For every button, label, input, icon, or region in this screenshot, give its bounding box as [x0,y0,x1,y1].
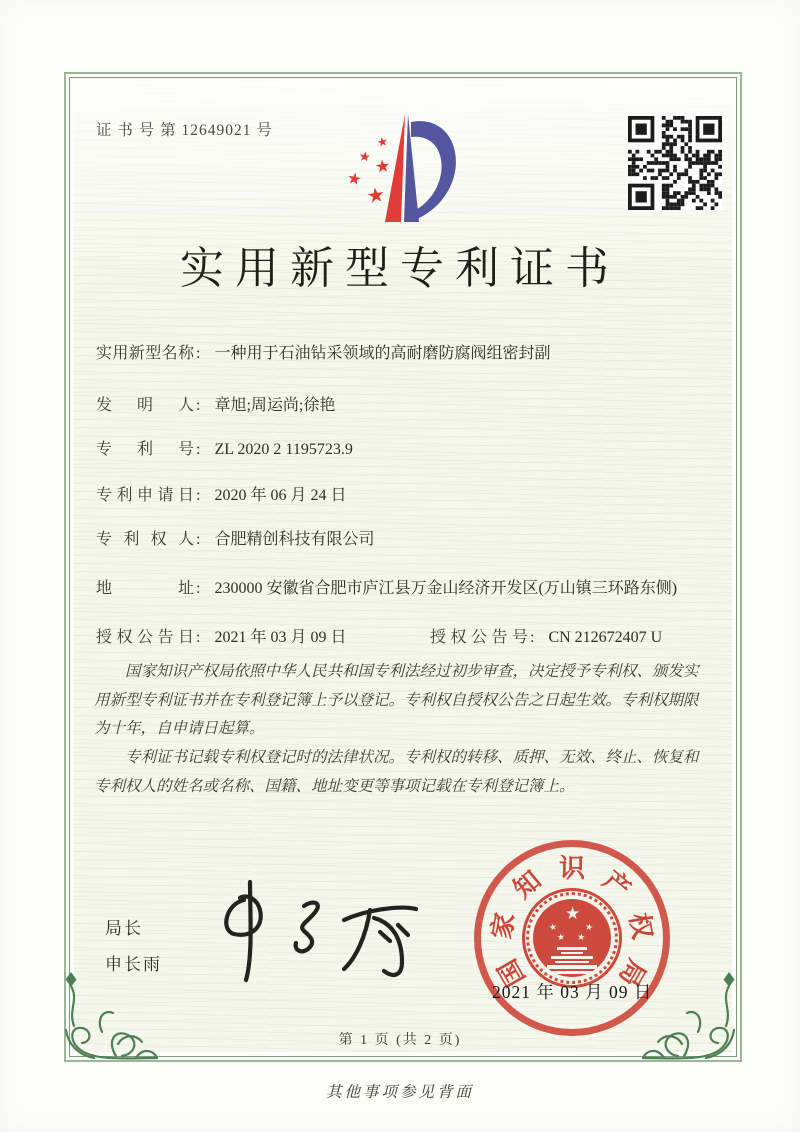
field-row-address [96,577,692,601]
grant-number-pair [430,626,662,650]
logo-star-icon: ★ [345,169,363,190]
grant-date-value: 2021 年 03 月 09 日 [214,629,347,646]
field-row-patentee [96,528,374,552]
field-row-inventors [96,394,335,418]
logo-star-icon: ★ [375,134,390,150]
qr-code [628,116,722,210]
seal-character: 国 [492,954,531,992]
emblem-star-icon: ★ [547,921,559,933]
director-title: 局长 [105,919,143,938]
logo-star-icon: ★ [358,148,372,165]
logo-star-icon: ★ [365,183,387,209]
field-value: 一种用于石油钻采领域的高耐磨防腐阀组密封副 [214,345,551,362]
certificate-title: 实用新型专利证书 [180,244,620,293]
seal-character: 局 [613,954,652,992]
grant-number-value: CN 212672407 U [548,629,663,646]
emblem-star-icon: ★ [556,931,566,943]
field-label: 地址 [96,580,194,597]
tiananmen-silhouette [533,945,611,975]
field-colon: : [196,531,201,548]
emblem-core [533,899,611,977]
director-name: 申长雨 [105,955,162,974]
field-colon: : [196,487,201,504]
cnipa-logo [333,110,475,230]
field-label: 专利号 [96,441,194,458]
field-value: ZL 2020 2 1195723.9 [214,441,353,458]
field-colon: : [196,345,201,362]
emblem-star-icon: ★ [584,921,595,933]
field-value: 合肥精创科技有限公司 [214,531,375,548]
legal-paragraph-2: 专利证书记载专利权登记时的法律状况。专利权的转移、质押、无效、终止、恢复和专利权人的姓名或名称、国籍、地址变更等事项记载在专利登记簿上。 [94,749,699,795]
emblem-star-icon: ★ [576,931,586,943]
field-colon: : [196,629,201,646]
corner-ornament-right-icon [642,966,742,1062]
corner-ornament-left-icon [58,966,158,1062]
legal-text [94,658,710,801]
seal-character: 产 [597,864,637,904]
official-seal [474,840,670,1036]
page-indicator: 第 1 页 (共 2 页) [338,1033,462,1048]
back-note: 其他事项参见背面 [325,1084,474,1101]
seal-character: 知 [507,864,547,904]
emblem-star-icon: ★ [565,904,581,923]
field-colon: : [196,397,201,414]
field-label: 授权公告号 [430,629,528,646]
field-label: 发明人 [96,397,194,414]
field-label: 实用新型名称 [96,345,194,362]
field-row-utility-model-name [96,342,550,366]
field-colon: : [196,580,201,597]
field-value: 230000 安徽省合肥市庐江县万金山经济开发区(万山镇三环路东侧) [214,580,678,597]
field-value: 章旭;周运尚;徐艳 [214,397,336,414]
seal-character: 家 [486,910,520,942]
field-value: 2020 年 06 月 24 日 [214,487,347,504]
national-emblem [522,888,622,988]
field-row-grant [96,626,716,650]
field-label: 授权公告日 [96,629,194,646]
field-label: 专利权人 [96,531,194,548]
field-colon: : [196,441,201,458]
legal-paragraph-1: 国家知识产权局依照中华人民共和国专利法经过初步审查，决定授予专利权、颁发实用新型专利证书并在专利登记簿上予以登记。专利权自授权公告之日起生效。专利权期限为十年，自申请日起算。 [94,663,699,738]
logo-star-icon: ★ [374,156,392,177]
seal-date: 2021 年 03 月 09 日 [492,982,653,1002]
director-signature-image [204,876,444,994]
seal-character: 权 [624,910,658,942]
seal-character: 识 [558,853,585,883]
field-label: 专利申请日 [96,487,194,504]
field-row-patent-number [96,438,353,462]
field-colon: : [530,629,535,646]
certificate-number: 证 书 号 第 12649021 号 [96,122,273,139]
field-row-filing-date [96,484,346,508]
